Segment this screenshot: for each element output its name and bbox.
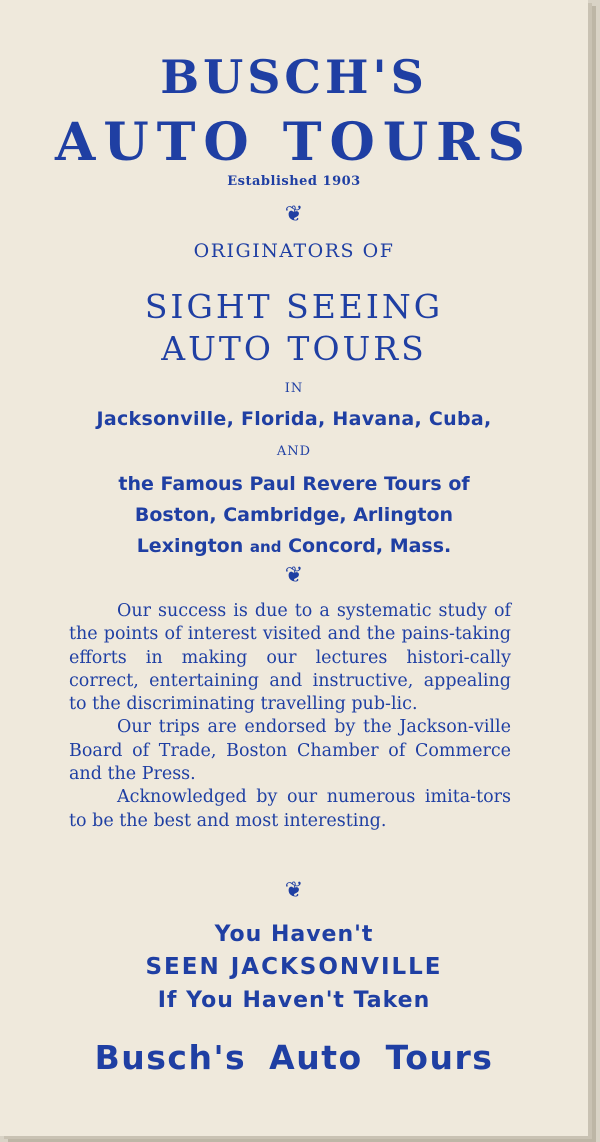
and-word: AND	[276, 444, 312, 459]
title-line-2: AUTO TOURS	[55, 112, 533, 173]
revere-line-1: the Famous Paul Revere Tours of	[118, 473, 470, 495]
established-text: Established 1903	[227, 174, 361, 189]
footer-title: Busch's Auto Tours	[94, 1038, 494, 1077]
revere-line-2: Boston, Cambridge, Arlington	[134, 504, 454, 526]
body-paragraph-3: Acknowledged by our numerous imita-tors to be the best and most interesting.	[69, 787, 511, 831]
revere-line-3-a: Lexington	[136, 535, 244, 557]
ornament-icon: ❦	[284, 878, 304, 903]
body-paragraph-1: Our success is due to a systematic study of the points of interest visited and the pains-taking efforts in making our lectures histori-cally correct, entertaining and instructive, appealing to the discriminating travelling pub-lic.	[69, 601, 511, 715]
ornament-icon: ❦	[284, 563, 304, 588]
sight-line-2: AUTO TOURS	[161, 329, 427, 368]
sight-line-1: SIGHT SEEING	[144, 287, 444, 326]
revere-tours-block	[0, 469, 588, 563]
originators-heading: ORIGINATORS OF	[193, 240, 395, 262]
slogan-line-1: You Haven't	[214, 922, 374, 947]
in-word: IN	[284, 381, 304, 396]
slogan-line-2: SEEN JACKSONVILLE	[145, 954, 443, 980]
revere-line-3-c: Concord, Mass.	[288, 535, 452, 557]
revere-line-3-b: and	[249, 538, 282, 556]
body-text	[69, 600, 511, 833]
slogan-line-3: If You Haven't Taken	[157, 988, 431, 1013]
ornament-icon: ❦	[284, 202, 304, 227]
title-line-1: BUSCH'S	[160, 50, 428, 104]
cities-line: Jacksonville, Florida, Havana, Cuba,	[96, 408, 492, 430]
revere-line-3	[0, 531, 588, 563]
body-paragraph-2: Our trips are endorsed by the Jackson-ville Board of Trade, Boston Chamber of Commerce and the Press.	[69, 717, 511, 785]
sight-seeing-heading	[0, 286, 588, 370]
slogan-block	[0, 918, 588, 1017]
